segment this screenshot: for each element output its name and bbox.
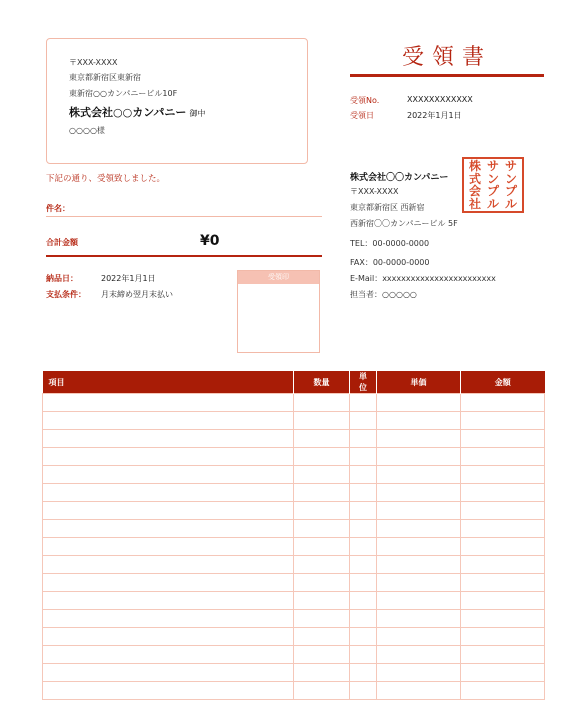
receipt-number-label: 受領No. <box>350 96 380 105</box>
issuer-fax: FAX：00-0000-0000 <box>350 258 430 267</box>
item-cell <box>43 412 294 430</box>
unit-cell <box>350 628 377 646</box>
recipient-address1: 東京都新宿区東新宿 <box>69 73 141 82</box>
unit-price-cell <box>377 394 461 412</box>
unit-cell <box>350 574 377 592</box>
unit-price-cell <box>377 430 461 448</box>
column-header-item: 項目 <box>43 371 294 394</box>
unit-price-cell <box>377 628 461 646</box>
payment-terms-value: 月末締め翌月末払い <box>101 290 173 299</box>
receipt-number-value: XXXXXXXXXXXX <box>407 95 473 104</box>
unit-cell <box>350 466 377 484</box>
issuer-tel: TEL：00-0000-0000 <box>350 239 430 248</box>
unit-cell <box>350 394 377 412</box>
unit-cell <box>350 610 377 628</box>
unit-cell <box>350 502 377 520</box>
total-label: 合計金額 <box>46 238 78 247</box>
column-header-unit: 単位 <box>350 371 377 394</box>
issuer-email: E-Mail：xxxxxxxxxxxxxxxxxxxxxxxx <box>350 274 496 283</box>
quantity-cell <box>294 592 350 610</box>
quantity-cell <box>294 412 350 430</box>
amount-cell <box>461 448 545 466</box>
table-row <box>43 628 545 646</box>
unit-price-cell <box>377 556 461 574</box>
column-header-quantity: 数量 <box>294 371 350 394</box>
unit-price-cell <box>377 592 461 610</box>
quantity-cell <box>294 448 350 466</box>
item-cell <box>43 484 294 502</box>
total-value: ¥0 <box>200 233 220 249</box>
quantity-cell <box>294 520 350 538</box>
table-row <box>43 592 545 610</box>
receipt-date-value: 2022年1月1日 <box>407 111 462 120</box>
issuer-postal: 〒XXX-XXXX <box>350 187 399 196</box>
amount-cell <box>461 466 545 484</box>
amount-cell <box>461 412 545 430</box>
unit-cell <box>350 430 377 448</box>
table-row <box>43 466 545 484</box>
quantity-cell <box>294 502 350 520</box>
recipient-company: 株式会社○○カンパニー <box>69 106 187 119</box>
items-table <box>42 371 545 700</box>
receipt-stamp-box <box>237 270 320 353</box>
item-cell <box>43 502 294 520</box>
quantity-cell <box>294 484 350 502</box>
title-underline <box>350 74 544 77</box>
unit-price-cell <box>377 520 461 538</box>
item-cell <box>43 628 294 646</box>
amount-cell <box>461 520 545 538</box>
quantity-cell <box>294 394 350 412</box>
unit-cell <box>350 538 377 556</box>
table-row <box>43 664 545 682</box>
amount-cell <box>461 664 545 682</box>
table-row <box>43 394 545 412</box>
total-underline <box>46 255 322 257</box>
quantity-cell <box>294 664 350 682</box>
item-cell <box>43 448 294 466</box>
item-cell <box>43 466 294 484</box>
recipient-honorific: 御中 <box>189 109 206 118</box>
amount-cell <box>461 556 545 574</box>
column-header-amount: 金額 <box>461 371 545 394</box>
table-row <box>43 556 545 574</box>
item-cell <box>43 538 294 556</box>
unit-cell <box>350 520 377 538</box>
unit-price-cell <box>377 682 461 700</box>
unit-price-cell <box>377 664 461 682</box>
issuer-address1: 東京都新宿区 西新宿 <box>350 203 425 212</box>
issuer-company: 株式会社〇〇カンパニー <box>350 173 449 183</box>
table-row <box>43 610 545 628</box>
quantity-cell <box>294 574 350 592</box>
quantity-cell <box>294 466 350 484</box>
recipient-address2: 東新宿○○カンパニービル10F <box>69 89 178 98</box>
item-cell <box>43 592 294 610</box>
table-row <box>43 448 545 466</box>
unit-price-cell <box>377 538 461 556</box>
column-header-unit-price: 単価 <box>377 371 461 394</box>
subject-underline <box>46 216 322 217</box>
unit-price-cell <box>377 646 461 664</box>
recipient-postal: 〒XXX-XXXX <box>69 58 118 67</box>
items-table-header <box>43 371 545 394</box>
amount-cell <box>461 484 545 502</box>
item-cell <box>43 430 294 448</box>
quantity-cell <box>294 646 350 664</box>
table-row <box>43 538 545 556</box>
quantity-cell <box>294 610 350 628</box>
unit-price-cell <box>377 502 461 520</box>
receipt-note: 下記の通り、受領致しました。 <box>46 174 166 184</box>
delivery-date-value: 2022年1月1日 <box>101 274 156 283</box>
company-seal: 株 式 会 社 サ ン プ ル サ ン プ ル <box>462 157 524 213</box>
delivery-date-label: 納品日： <box>46 274 78 283</box>
item-cell <box>43 664 294 682</box>
unit-price-cell <box>377 466 461 484</box>
receipt-stamp-label: 受領印 <box>238 271 319 284</box>
amount-cell <box>461 628 545 646</box>
unit-cell <box>350 556 377 574</box>
table-row <box>43 412 545 430</box>
unit-cell <box>350 682 377 700</box>
payment-terms-label: 支払条件： <box>46 290 86 299</box>
table-row <box>43 682 545 700</box>
amount-cell <box>461 610 545 628</box>
receipt-date-label: 受領日 <box>350 111 374 120</box>
unit-price-cell <box>377 412 461 430</box>
unit-price-cell <box>377 574 461 592</box>
amount-cell <box>461 502 545 520</box>
document-title: 受領書 <box>401 45 492 70</box>
amount-cell <box>461 646 545 664</box>
recipient-company-line <box>69 104 205 120</box>
subject-label: 件名： <box>46 204 70 213</box>
table-row <box>43 502 545 520</box>
unit-cell <box>350 664 377 682</box>
recipient-address-box <box>46 38 308 164</box>
item-cell <box>43 646 294 664</box>
item-cell <box>43 682 294 700</box>
unit-cell <box>350 448 377 466</box>
quantity-cell <box>294 538 350 556</box>
issuer-address2: 西新宿〇〇カンパニービル 5F <box>350 219 458 228</box>
item-cell <box>43 574 294 592</box>
item-cell <box>43 556 294 574</box>
quantity-cell <box>294 556 350 574</box>
table-row <box>43 430 545 448</box>
amount-cell <box>461 592 545 610</box>
unit-price-cell <box>377 484 461 502</box>
table-row <box>43 520 545 538</box>
item-cell <box>43 610 294 628</box>
unit-cell <box>350 484 377 502</box>
amount-cell <box>461 430 545 448</box>
issuer-contact: 担当者：○○○○○ <box>350 290 417 299</box>
table-row <box>43 574 545 592</box>
unit-cell <box>350 646 377 664</box>
item-cell <box>43 520 294 538</box>
amount-cell <box>461 574 545 592</box>
amount-cell <box>461 538 545 556</box>
table-row <box>43 646 545 664</box>
items-table-body <box>43 394 545 700</box>
table-row <box>43 484 545 502</box>
item-cell <box>43 394 294 412</box>
quantity-cell <box>294 628 350 646</box>
quantity-cell <box>294 430 350 448</box>
unit-price-cell <box>377 448 461 466</box>
recipient-person: ○○○○様 <box>69 126 105 135</box>
unit-price-cell <box>377 610 461 628</box>
unit-cell <box>350 592 377 610</box>
quantity-cell <box>294 682 350 700</box>
amount-cell <box>461 682 545 700</box>
unit-cell <box>350 412 377 430</box>
amount-cell <box>461 394 545 412</box>
